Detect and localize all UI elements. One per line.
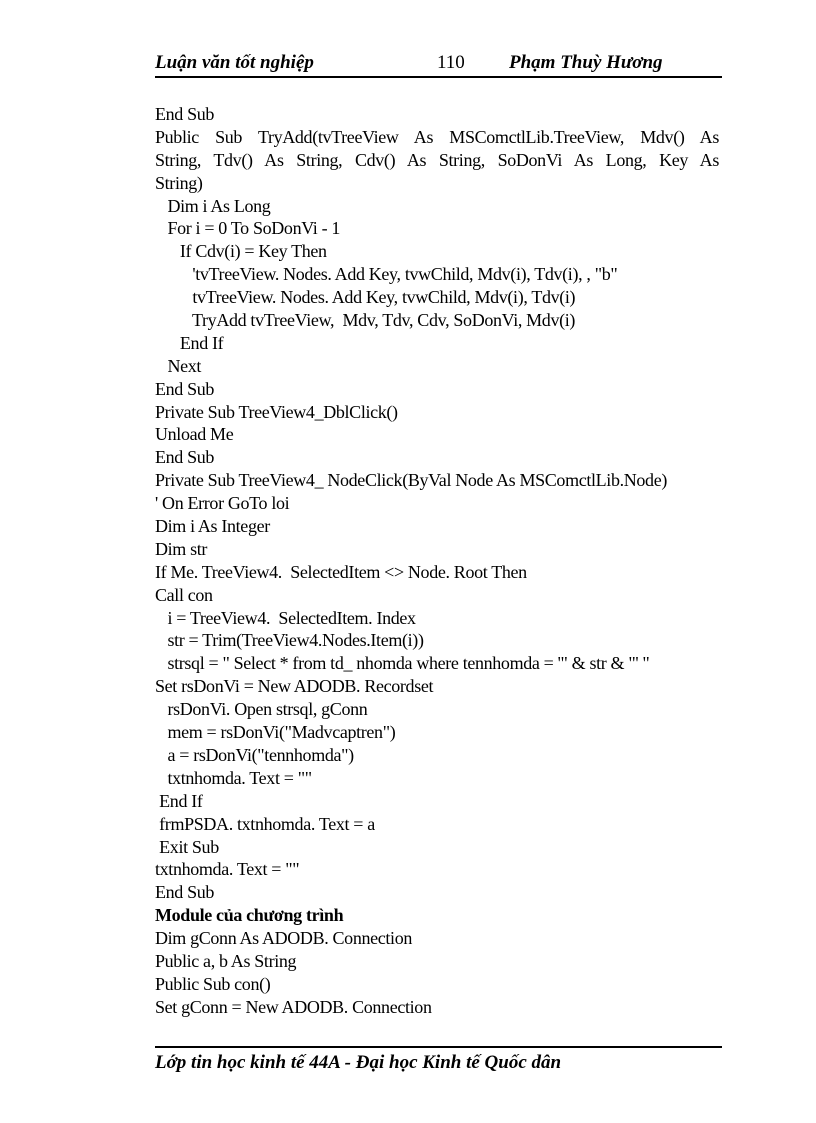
code-line: If Me. TreeView4. SelectedItem <> Node. Root Then	[155, 561, 527, 582]
code-line: i = TreeView4. SelectedItem. Index	[155, 607, 416, 628]
code-line: Set rsDonVi = New ADODB. Recordset	[155, 676, 434, 697]
code-line: End Sub	[155, 378, 215, 399]
code-line: TryAdd tvTreeView, Mdv, Tdv, Cdv, SoDonVi, Mdv(i)	[155, 310, 576, 331]
code-line: End Sub	[155, 882, 215, 903]
code-line: For i = 0 To SoDonVi - 1	[155, 218, 341, 239]
code-line: Dim i As Long	[155, 195, 271, 216]
code-line: Set gConn = New ADODB. Connection	[155, 996, 432, 1017]
code-line: txtnhomda. Text = ""	[155, 859, 300, 880]
code-line: tvTreeView. Nodes. Add Key, tvwChild, Mdv(i), Tdv(i)	[155, 287, 576, 308]
code-line: Dim i As Integer	[155, 516, 270, 537]
code-line: txtnhomda. Text = ""	[155, 767, 312, 788]
page-number: 110	[437, 52, 465, 73]
code-line: If Cdv(i) = Key Then	[155, 241, 327, 262]
page-footer: Lớp tin học kinh tế 44A - Đại học Kinh tế Quốc dân	[155, 1046, 722, 1074]
code-line: Dim gConn As ADODB. Connection	[155, 928, 413, 949]
code-line: a = rsDonVi("tennhomda")	[155, 744, 354, 765]
code-line: frmPSDA. txtnhomda. Text = a	[155, 813, 375, 834]
code-line: rsDonVi. Open strsql, gConn	[155, 699, 368, 720]
code-line: ' On Error GoTo loi	[155, 493, 290, 514]
code-line: str = Trim(TreeView4.Nodes.Item(i))	[155, 630, 424, 651]
section-heading: Module của chương trình	[155, 905, 344, 926]
code-line: End If	[155, 332, 224, 353]
code-line: Private Sub TreeView4_DblClick()	[155, 401, 398, 422]
code-line: Public Sub TryAdd(tvTreeView As MSComctlLib.TreeView, Mdv() As	[155, 126, 719, 147]
code-listing	[155, 103, 719, 1019]
code-line: String, Tdv() As String, Cdv() As String, SoDonVi As Long, Key As	[155, 149, 719, 170]
code-line: Exit Sub	[155, 836, 219, 857]
header-thesis-title: Luận văn tốt nghiệp	[155, 52, 314, 73]
code-line: String)	[155, 172, 203, 193]
code-line: Public Sub con()	[155, 973, 271, 994]
code-line: Public a, b As String	[155, 950, 297, 971]
header-author: Phạm Thuỳ Hương	[509, 52, 663, 73]
code-line: End Sub	[155, 104, 215, 124]
code-line: End Sub	[155, 447, 215, 468]
code-line: End If	[155, 790, 203, 811]
code-line: Call con	[155, 584, 213, 605]
code-line: 'tvTreeView. Nodes. Add Key, tvwChild, Mdv(i), Tdv(i), , "b"	[155, 264, 618, 285]
code-line: mem = rsDonVi("Madvcaptren")	[155, 722, 396, 743]
code-line: strsql = " Select * from td_ nhomda where tennhomda = '" & str & "' "	[155, 653, 650, 674]
code-line: Unload Me	[155, 424, 234, 445]
page-header	[155, 50, 722, 78]
code-line: Dim str	[155, 538, 208, 559]
code-line: Next	[155, 355, 202, 376]
code-line: Private Sub TreeView4_ NodeClick(ByVal Node As MSComctlLib.Node)	[155, 470, 667, 491]
